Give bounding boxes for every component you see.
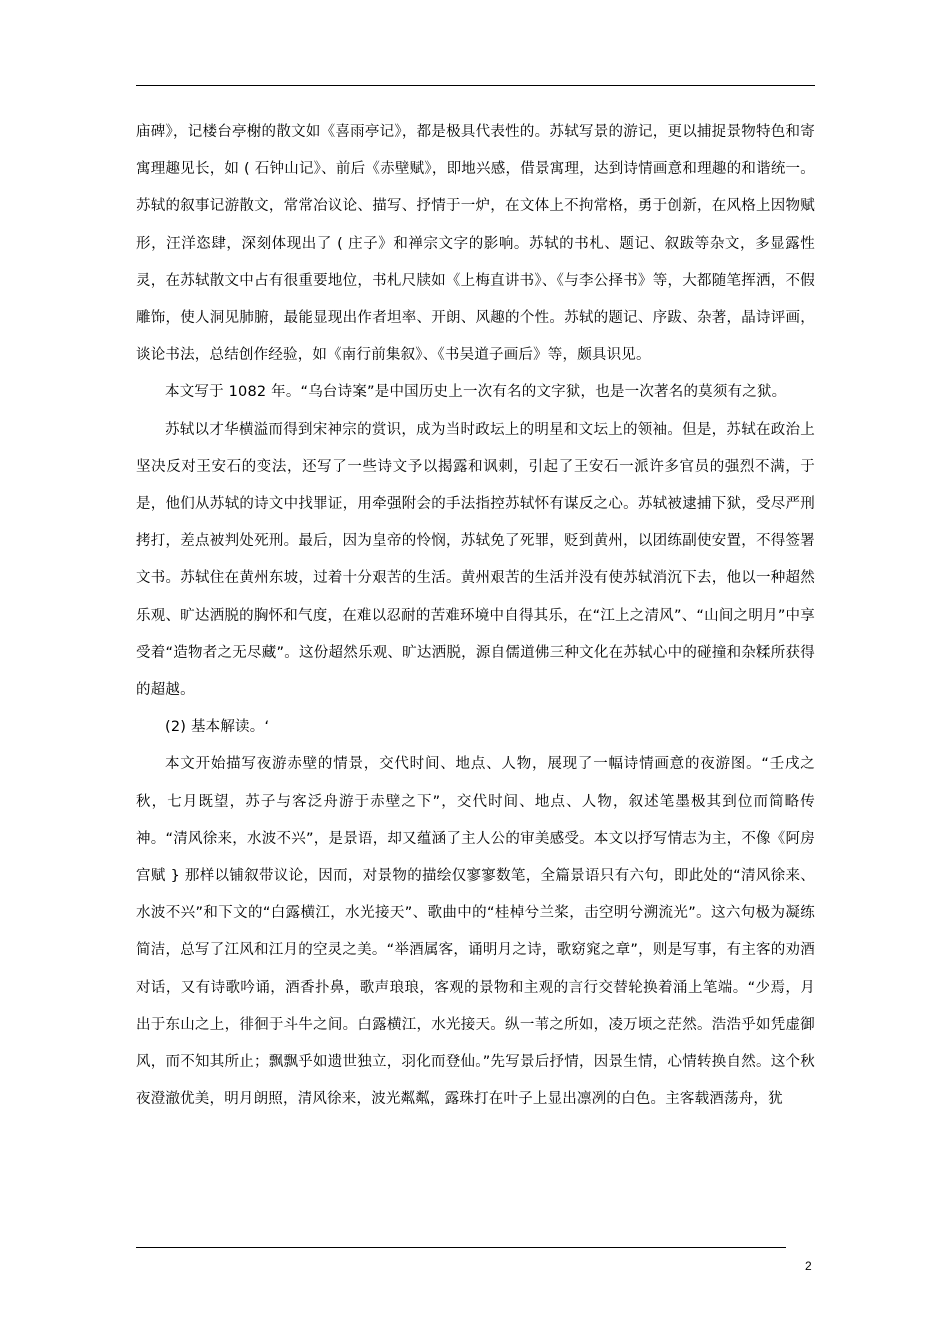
paragraph-1: 庙碑》，记楼台亭榭的散文如《喜雨亭记》，都是极具代表性的。苏轼写景的游记，更以捕捉景物特色和寄寓理趣见长，如 ( 石钟山记》、前后《赤壁赋》，即地兴感，借景寓理，达到诗情画意和理趣的和谐统一。苏轼的叙事记游散文，常常冶议论、描写、抒情于一炉，在文体上不拘常格，勇于创新，在风格上因物赋形，汪洋恣肆，深刻体现出了 ( 庄子》和禅宗文字的影响。苏轼的书札、题记、叙跋等杂文，多显露性灵，在苏轼散文中占有很重要地位，书札尺牍如《上梅直讲书》、《与李公择书》等，大都随笔挥洒，不假雕饰，使人洞见肺腑，最能显现出作者坦率、开朗、风趣的个性。苏轼的题记、序跋、杂著，晶诗评画，谈论书法，总结创作经验，如《南行前集叙》、《书吴道子画后》等，颇具识见。: [136, 124, 815, 364]
page-number: 2: [805, 1259, 812, 1273]
header-rule: [136, 85, 815, 86]
paragraph-3: 苏轼以才华横溢而得到宋神宗的赏识，成为当时政坛上的明星和文坛上的领袖。但是，苏轼在政治上坚决反对王安石的变法，还写了一些诗文予以揭露和讽刺，引起了王安石一派许多官员的强烈不满，于是，他们从苏轼的诗文中找罪证，用牵强附会的手法指控苏轼怀有谋反之心。苏轼被逮捕下狱，受尽严刑拷打，差点被判处死刑。最后，因为皇帝的怜悯，苏轼免了死罪，贬到黄州，以团练副使安置，不得签署文书。苏轼住在黄州东坡，过着十分艰苦的生活。黄州艰苦的生活并没有使苏轼消沉下去，他以一种超然乐观、旷达洒脱的胸怀和气度，在难以忍耐的苦难环境中自得其乐，在“江上之清风”、“山间之明月”中享受着“造物者之无尽藏”。这份超然乐观、旷达洒脱，源自儒道佛三种文化在苏轼心中的碰撞和杂糅所获得的超越。: [136, 421, 815, 699]
document-body: [136, 114, 815, 1118]
paragraph-5: 本文开始描写夜游赤壁的情景，交代时间、地点、人物，展现了一幅诗情画意的夜游图。“壬戌之秋，七月既望，苏子与客泛舟游于赤壁之下”，交代时间、地点、人物，叙述笔墨极其到位而简略传神。“清风徐来，水波不兴”，是景语，却又蕴涵了主人公的审美感受。本文以抒写情志为主，不像《阿房宫赋 } 那样以铺叙带议论，因而，对景物的描绘仅寥寥数笔，全篇景语只有六句，即此处的“清风徐来、水波不兴”和下文的“白露横江，水光接天”、歌曲中的“桂棹兮兰桨，击空明兮溯流光”。这六句极为凝练简洁，总写了江风和江月的空灵之美。“举酒属客，诵明月之诗，歌窈窕之章”，则是写事，有主客的劝酒对话，又有诗歌吟诵，酒香扑鼻，歌声琅琅，客观的景物和主观的言行交替轮换着涌上笔端。“少焉，月出于东山之上，徘徊于斗牛之间。白露横江，水光接天。纵一苇之所如，凌万顷之茫然。浩浩乎如凭虚御风，而不知其所止；飘飘乎如遗世独立，羽化而登仙。”先写景后抒情，因景生情，心情转换自然。这个秋夜澄澈优美，明月朗照，清风徐来，波光粼粼，露珠打在叶子上显出凛冽的白色。主客载酒荡舟，犹: [136, 756, 815, 1108]
paragraph-4: (2) 基本解读。‘: [165, 719, 270, 736]
footer-rule: [136, 1247, 786, 1248]
paragraph-2: 本文写于 1082 年。“乌台诗案”是中国历史上一次有名的文字狱，也是一次著名的莫须有之狱。: [165, 384, 787, 401]
